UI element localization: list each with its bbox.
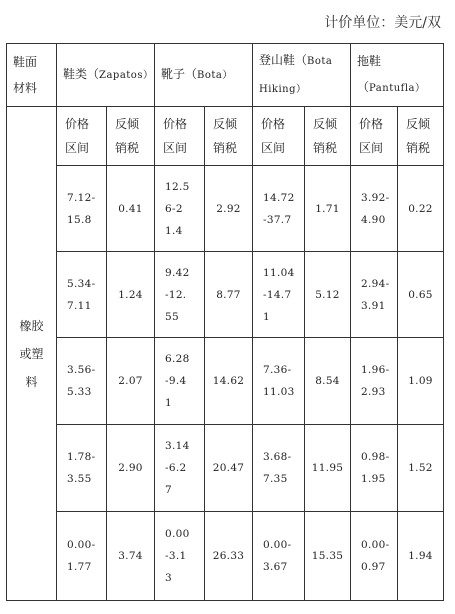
price-range-cell: 7.36- 11.03 [253, 338, 305, 425]
price-range-cell: 0.00- 1.77 [57, 512, 107, 601]
antidumping-tax-table [6, 43, 444, 601]
price-range-header: 价格 区间 [155, 107, 205, 166]
group-header-zapatos: 鞋类（Zapatos） [57, 44, 155, 107]
price-range-cell: 9.42 -12. 55 [155, 252, 205, 338]
price-range-cell: 2.94- 3.91 [351, 252, 398, 338]
price-range-cell: 0.00- 3.67 [253, 512, 305, 601]
tax-cell: 0.65 [398, 252, 444, 338]
tax-cell: 20.47 [205, 425, 253, 512]
tax-cell: 11.95 [305, 425, 351, 512]
tax-cell: 1.52 [398, 425, 444, 512]
tax-cell: 1.71 [305, 166, 351, 252]
price-range-cell: 3.14 -6.2 7 [155, 425, 205, 512]
price-range-cell: 12.5 6-2 1.4 [155, 166, 205, 252]
antidumping-tax-header: 反倾 销税 [398, 107, 444, 166]
group-header-bota-hiking: 登山鞋（Bota Hiking） [253, 44, 351, 107]
antidumping-tax-header: 反倾 销税 [107, 107, 155, 166]
unit-label: 计价单位：美元/双 [324, 15, 441, 31]
tax-cell: 8.54 [305, 338, 351, 425]
price-range-cell: 0.98- 1.95 [351, 425, 398, 512]
tax-cell: 14.62 [205, 338, 253, 425]
group-header-row [7, 44, 444, 107]
price-range-header: 价格 区间 [253, 107, 305, 166]
price-range-cell: 6.28 -9.4 1 [155, 338, 205, 425]
price-range-cell: 5.34- 7.11 [57, 252, 107, 338]
material-header: 鞋面 材料 [7, 44, 57, 107]
table-row [7, 252, 444, 338]
tax-cell: 1.09 [398, 338, 444, 425]
tax-cell: 26.33 [205, 512, 253, 601]
group-header-pantufla: 拖鞋（Pantufla） [351, 44, 444, 107]
price-range-cell: 0.00 -3.1 3 [155, 512, 205, 601]
antidumping-tax-header: 反倾 销税 [205, 107, 253, 166]
tax-cell: 0.41 [107, 166, 155, 252]
tax-cell: 8.77 [205, 252, 253, 338]
price-range-header: 价格 区间 [57, 107, 107, 166]
material-cell: 橡胶 或塑 料 [7, 107, 57, 601]
price-range-cell: 11.04 -14.7 1 [253, 252, 305, 338]
table-row [7, 425, 444, 512]
price-range-cell: 3.92- 4.90 [351, 166, 398, 252]
table-row [7, 338, 444, 425]
group-header-bota: 靴子（Bota） [155, 44, 253, 107]
price-range-header: 价格 区间 [351, 107, 398, 166]
price-range-cell: 1.96- 2.93 [351, 338, 398, 425]
tax-cell: 3.74 [107, 512, 155, 601]
tax-cell: 2.90 [107, 425, 155, 512]
price-range-cell: 7.12- 15.8 [57, 166, 107, 252]
price-range-cell: 14.72 -37.7 [253, 166, 305, 252]
table-row [7, 166, 444, 252]
tax-cell: 15.35 [305, 512, 351, 601]
tax-cell: 2.07 [107, 338, 155, 425]
price-range-cell: 3.68- 7.35 [253, 425, 305, 512]
price-range-cell: 3.56- 5.33 [57, 338, 107, 425]
tax-cell: 2.92 [205, 166, 253, 252]
sub-header-row [7, 107, 444, 166]
antidumping-tax-header: 反倾 销税 [305, 107, 351, 166]
price-range-cell: 1.78- 3.55 [57, 425, 107, 512]
table-row [7, 512, 444, 601]
tax-cell: 1.94 [398, 512, 444, 601]
tax-cell: 0.22 [398, 166, 444, 252]
tax-cell: 1.24 [107, 252, 155, 338]
tax-cell: 5.12 [305, 252, 351, 338]
price-range-cell: 0.00- 0.97 [351, 512, 398, 601]
